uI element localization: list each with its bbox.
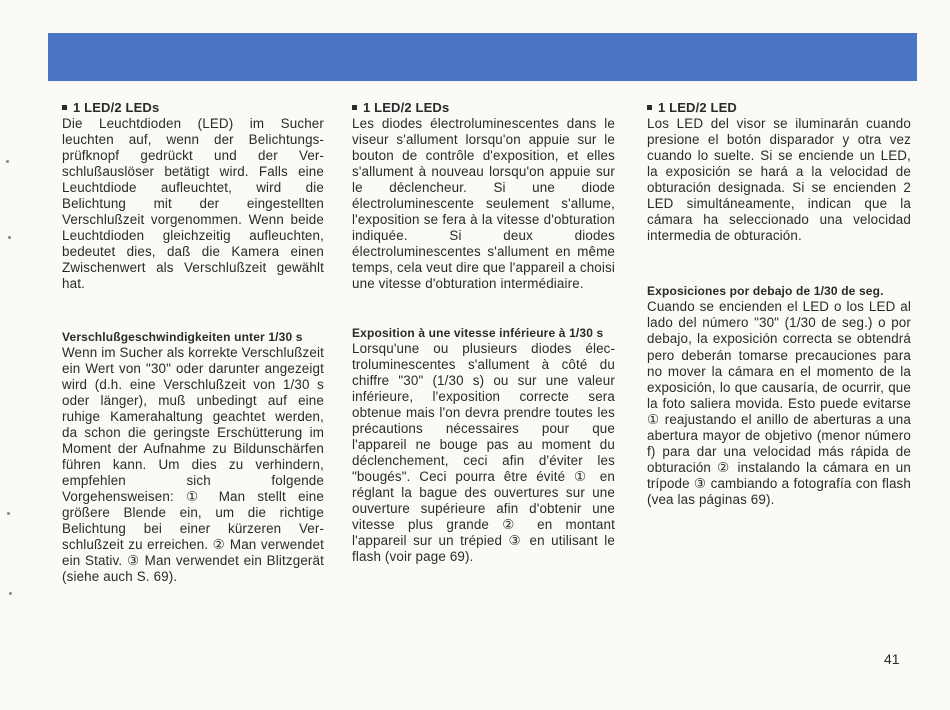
margin-mark (9, 592, 12, 595)
column-german (62, 100, 324, 585)
paragraph-slow-shutter: Cuando se encienden el LED o los LED al lado del número "30" (1/30 de seg.) o por debajo, la exposición correcta se obtendrá pero deberán tomarse precauciones para no mover la cámara en el momento de la exposición, lo que causaría, de ocurrir, que la foto saliera movida. Esto puede evitarse ① reajustando el anillo de aberturas a una abertura mayor de objetivo (menor número f) para dar una velocidad más rápida de obturación ② instalando la cámara en un trípode ③ cambiando a fotografía con flash (vea las páginas 69). (647, 299, 911, 507)
margin-mark (8, 236, 11, 239)
section-heading-led: 1 LED/2 LED (647, 100, 911, 116)
paragraph-led: Les diodes électroluminescentes dans le viseur s'allument lorsqu'on appuie sur le bouton de contrôle d'exposition, et elles s'allument à nouveau lorsqu'on appuie sur le déclencheur. Si une diode électroluminescente seulement s'allume, l'exposition se fera à la vitesse d'obturation indiquée. Si deux diodes électroluminescentes s'allument en même temps, cela veut dire que l'appareil a choisi une vitesse d'obturation intermédiaire. (352, 116, 615, 292)
margin-mark (7, 512, 10, 515)
section-heading-slow-shutter: Verschlußgeschwindigkeiten unter 1/30 s (62, 329, 303, 344)
paragraph-slow-shutter: Wenn im Sucher als korrekte Verschlußzeit ein Wert von "30" oder darunter angezeigt wird (d.h. eine Verschlußzeit von 1/30 s oder länger), muß unbedingt auf eine ruhige Kamerahaltung geachtet werden, da schon die geringste Erschütterung im Moment der Aufnahme zu Bildunschärfen führen kann. Um dies zu verhindern, empfehlen sich folgende Vorgehensweisen: ① Man stellt eine größere Blende ein, um die richtige Belichtung bei einer kürzeren Verschlußzeit zu erreichen. ② Man verwendet ein Stativ. ③ Man verwendet ein Blitzgerät (siehe auch S. 69). (62, 344, 324, 585)
column-spanish (647, 100, 911, 508)
bullet-icon (352, 105, 357, 110)
bullet-icon (62, 105, 67, 110)
margin-mark (6, 160, 9, 163)
section-heading-slow-shutter: Exposition à une vitesse inférieure à 1/30 s (352, 325, 604, 340)
column-french (352, 100, 615, 565)
section-heading-led: 1 LED/2 LEDs (352, 100, 615, 116)
paragraph-slow-shutter: Lorsqu'une ou plusieurs diodes électroluminescentes s'allument à côté du chiffre "30" (1/30 s) ou sur une valeur inférieure, l'exposition correcte sera obtenue mais l'on devra prendre toutes les précautions nécessaires pour que l'appareil ne bouge pas au moment du déclenchement, ceci afin d'éviter les "bougés". Ceci pourra être évité ① en réglant la bague des ouvertures sur une ouverture supérieure afin d'obtenir une vitesse plus grande ② en montant l'appareil sur un trépied ③ en utilisant le flash (voir page 69). (352, 340, 615, 565)
section-heading-slow-shutter: Exposiciones por debajo de 1/30 de seg. (647, 284, 884, 299)
section-heading-led: 1 LED/2 LEDs (62, 100, 324, 116)
paragraph-led: Los LED del visor se iluminarán cuando presione el botón disparador y otra vez cuando lo suelte. Si se enciende un LED, la exposición se hará a la velocidad de obturación designada. Si se encienden 2 LED simultáneamente, indican que la cámara ha seleccionado una velocidad intermedia de obturación. (647, 116, 911, 244)
bullet-icon (647, 105, 652, 110)
header-color-band (48, 33, 917, 81)
page-number: 41 (884, 651, 900, 667)
paragraph-led: Die Leuchtdioden (LED) im Sucher leuchten auf, wenn der Belichtungsprüfknopf gedrückt und der Verschlußauslöser betätigt wird. Falls eine Leuchtdiode aufleuchtet, wird die Belichtung mit der eingestellten Verschlußzeit vorgenommen. Wenn beide Leuchtdioden gleichzeitig aufleuchten, bedeutet dies, daß die Kamera einen Zwischenwert als Verschlußzeit gewählt hat. (62, 116, 324, 292)
